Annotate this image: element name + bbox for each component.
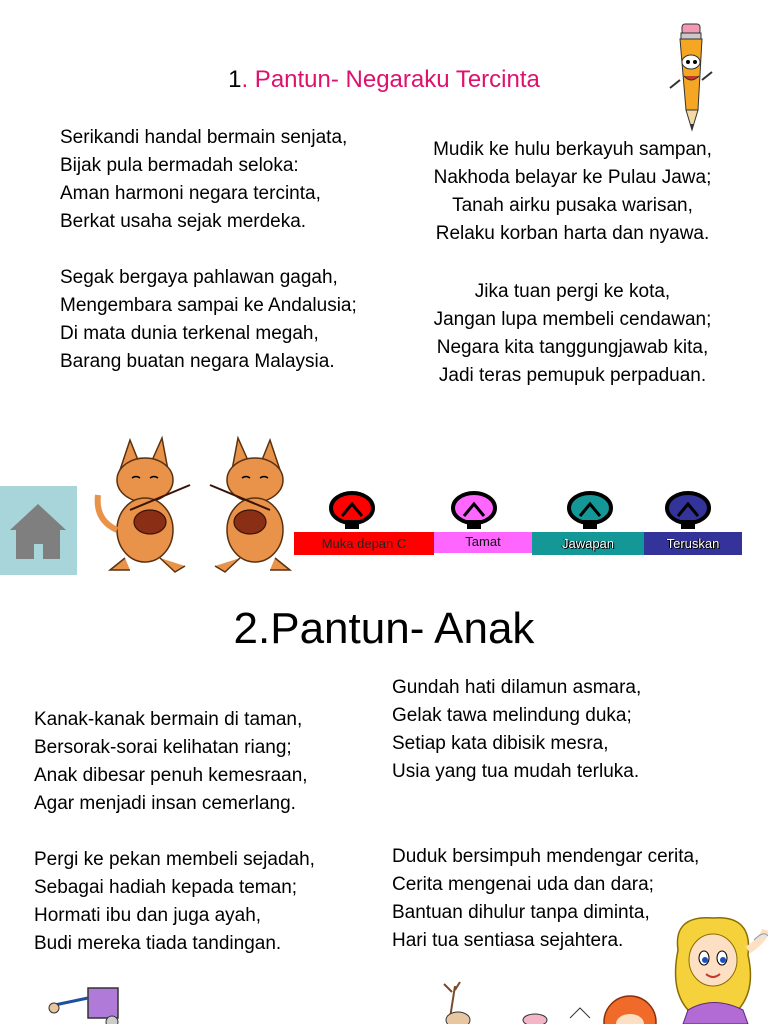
section1-title <box>0 66 768 94</box>
section1-number: 1 <box>228 66 242 93</box>
poem-line: Kanak-kanak bermain di taman, <box>34 709 303 730</box>
poem-line: Gundah hati dilamun asmara, <box>392 677 642 698</box>
section2-right-stanza-2 <box>392 843 699 955</box>
poem-line: Gelak tawa melindung duka; <box>392 705 632 726</box>
poem-line: Usia yang tua mudah terluka. <box>392 761 640 782</box>
poem-line: Segak bergaya pahlawan gagah, <box>60 267 338 288</box>
girl-cartoon-icon <box>668 910 768 1024</box>
child-with-cart-icon <box>40 984 140 1024</box>
lamp-icon <box>566 490 614 530</box>
poem-line: Jangan lupa membeli cendawan; <box>433 309 712 330</box>
children-cartoons-icon <box>430 978 670 1024</box>
poem-line: Pergi ke pekan membeli sejadah, <box>34 849 315 870</box>
poem-line: Cerita mengenai uda dan dara; <box>392 874 654 895</box>
section1-right-stanza-2 <box>400 278 745 390</box>
teruskan-label: Teruskan <box>666 536 720 551</box>
lamp-icon <box>328 490 376 530</box>
home-button[interactable] <box>0 486 77 575</box>
section2-title: 2.Pantun- Anak <box>233 604 535 653</box>
muka-depan-label: Muka depan C <box>321 536 407 551</box>
poem-line: Negara kita tanggungjawab kita, <box>436 337 709 358</box>
poem-line: Mudik ke hulu berkayuh sampan, <box>433 139 712 160</box>
poem-line: Mengembara sampai ke Andalusia; <box>60 295 357 316</box>
poem-line: Agar menjadi insan cemerlang. <box>34 793 296 814</box>
poem-line: Anak dibesar penuh kemesraan, <box>34 765 308 786</box>
poem-line: Aman harmoni negara tercinta, <box>60 183 321 204</box>
tamat-button[interactable] <box>434 532 532 553</box>
lamp-icon <box>450 490 498 530</box>
poem-line: Di mata dunia terkenal megah, <box>60 323 319 344</box>
poem-line: Jika tuan pergi ke kota, <box>474 281 671 302</box>
poem-line: Bersorak-sorai kelihatan riang; <box>34 737 292 758</box>
poem-line: Bijak pula bermadah seloka: <box>60 155 299 176</box>
section1-left-stanza-1 <box>60 124 347 236</box>
section2-left-stanza-2 <box>34 846 315 958</box>
pencil-mascot-icon <box>668 22 714 134</box>
jawapan-button[interactable] <box>532 532 644 555</box>
jawapan-label: Jawapan <box>561 536 615 551</box>
teruskan-button[interactable] <box>644 532 742 555</box>
poem-line: Tanah airku pusaka warisan, <box>452 195 693 216</box>
muka-depan-button[interactable] <box>294 532 434 555</box>
section1-title-text: . Pantun- Negaraku Tercinta <box>241 66 540 93</box>
house-icon <box>0 486 77 575</box>
poem-line: Jadi teras pemupuk perpaduan. <box>438 365 707 386</box>
section2-right-stanza-1 <box>392 674 641 786</box>
poem-line: Sebagai hadiah kepada teman; <box>34 877 298 898</box>
poem-line: Nakhoda belayar ke Pulau Jawa; <box>433 167 712 188</box>
section1-right-stanza-1 <box>400 136 745 248</box>
poem-line: Berkat usaha sejak merdeka. <box>60 211 307 232</box>
poem-line: Serikandi handal bermain senjata, <box>60 127 348 148</box>
poem-line: Setiap kata dibisik mesra, <box>392 733 609 754</box>
poem-line: Relaku korban harta dan nyawa. <box>435 223 710 244</box>
section2-left-stanza-1 <box>34 706 308 818</box>
poem-line: Barang buatan negara Malaysia. <box>60 351 335 372</box>
poem-line: Hari tua sentiasa sejahtera. <box>392 930 624 951</box>
poem-line: Bantuan dihulur tanpa diminta, <box>392 902 650 923</box>
section1-left-stanza-2 <box>60 264 357 376</box>
nav-bar <box>294 486 744 558</box>
tamat-label: Tamat <box>465 534 501 549</box>
lamp-icon <box>664 490 712 530</box>
poem-line: Duduk bersimpuh mendengar cerita, <box>392 846 700 867</box>
violin-cats-icon <box>90 430 310 575</box>
poem-line: Hormati ibu dan juga ayah, <box>34 905 262 926</box>
poem-line: Budi mereka tiada tandingan. <box>34 933 282 954</box>
